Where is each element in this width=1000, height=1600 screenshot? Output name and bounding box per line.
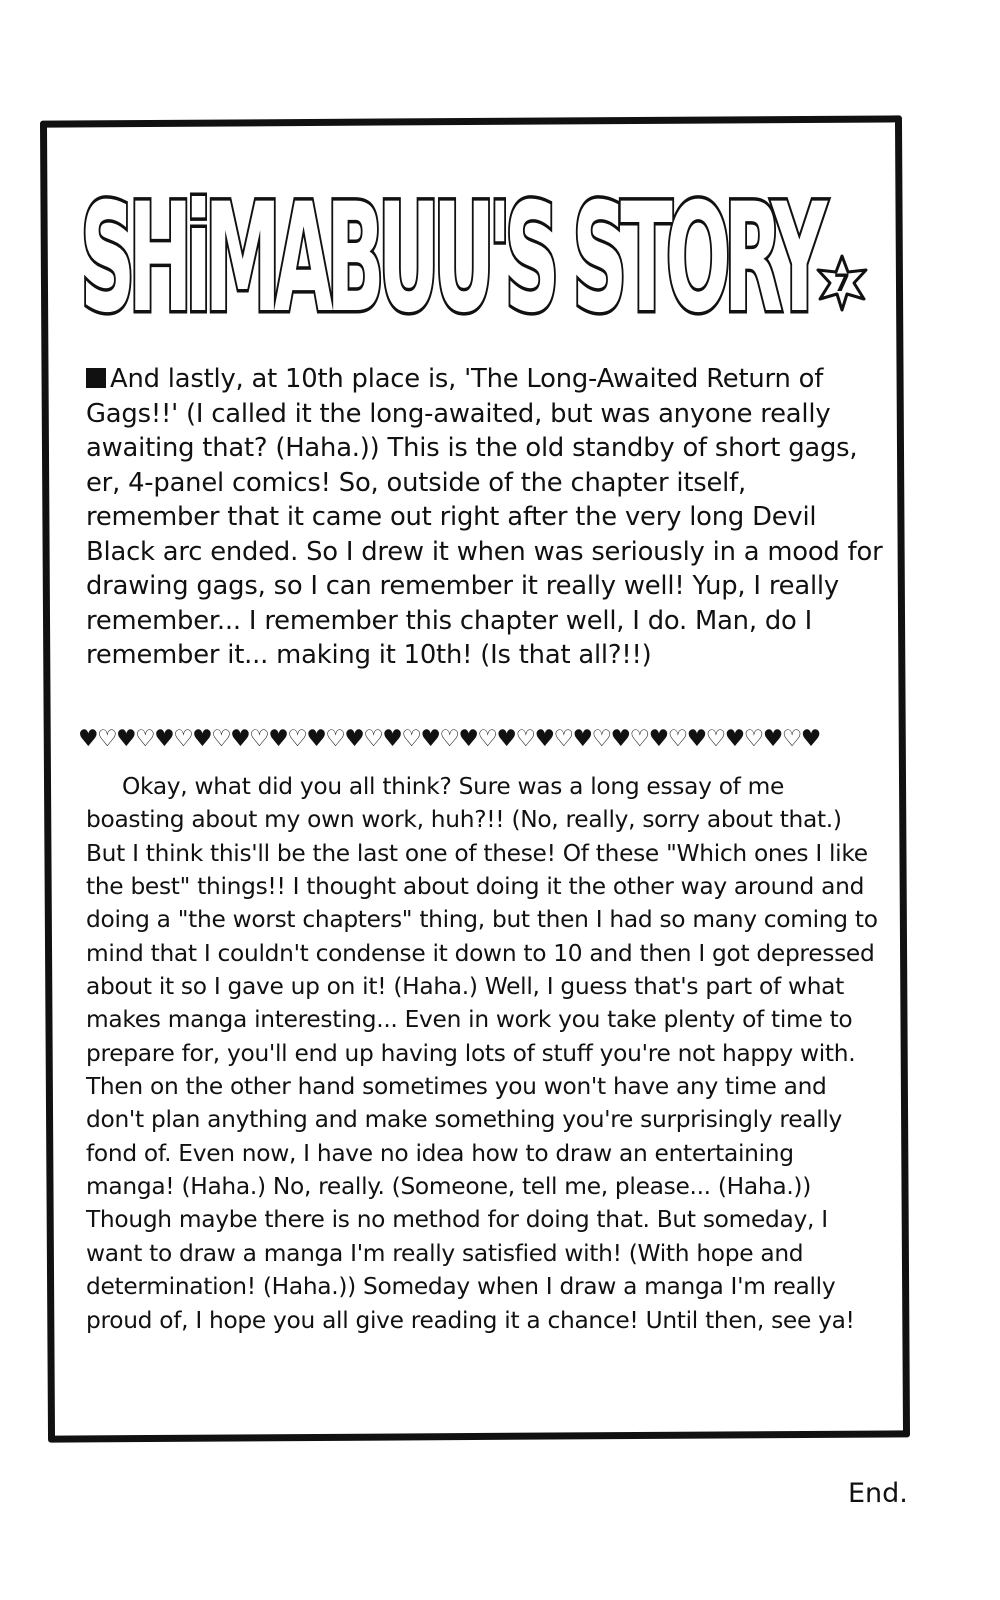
closing-paragraph [86, 770, 886, 1337]
ranking-paragraph-text: And lastly, at 10th place is, 'The Long-Awaited Return of Gags!!' (I called it the long-awaited, but was anyone really awaiting that? (Haha.)) This is the old standby of short gags, er, 4-panel comics! So, outside of the chapter itself, remember that it came out right after the very long Devil Black arc ended. So I drew it when was seriously in a mood for drawing gags, so I can remember it really well! Yup, I really remember... I remember this chapter well, I do. Man, do I remember it... making it 10th! (Is that all?!!) [86, 364, 883, 670]
end-label: End. [848, 1478, 908, 1509]
story-title [76, 138, 856, 346]
chapter-badge [812, 252, 872, 312]
star-icon [812, 252, 872, 312]
square-bullet-icon [86, 368, 106, 388]
closing-paragraph-text: Okay, what did you all think? Sure was a long essay of me boasting about my own work, huh?!! (No, really, sorry about that.) But I think this'll be the last one of these! Of these "Which ones I like the best" things!! I thought about doing it the other way around and doing a "the worst chapters" thing, but then I had so many coming to mind that I couldn't condense it down to 10 and then I got depressed about it so I gave up on it! (Haha.) Well, I guess that's part of what makes manga interesting... Even in work you take plenty of time to prepare for, you'll end up having lots of stuff you're not happy with. Then on the other hand sometimes you won't have any time and don't plan anything and make something you're surprisingly really fond of. Even now, I have no idea how to draw an entertaining manga! (Haha.) No, really. (Someone, tell me, please... (Haha.)) Though maybe there is no method for doing that. But someday, I want to draw a manga I'm really satisfied with! (With hope and determination! (Haha.)) Someday when I draw a manga I'm really proud of, I hope you all give reading it a chance! Until then, see ya! [86, 773, 878, 1334]
title-text: SHiMABUU'S STORY [80, 172, 829, 346]
title-lettering [76, 138, 856, 346]
ranking-paragraph [86, 362, 886, 673]
chapter-number: 7 [833, 269, 851, 297]
heart-divider: ♥♡♥♡♥♡♥♡♥♡♥♡♥♡♥♡♥♡♥♡♥♡♥♡♥♡♥♡♥♡♥♡♥♡♥♡♥♡♥ [78, 726, 820, 752]
